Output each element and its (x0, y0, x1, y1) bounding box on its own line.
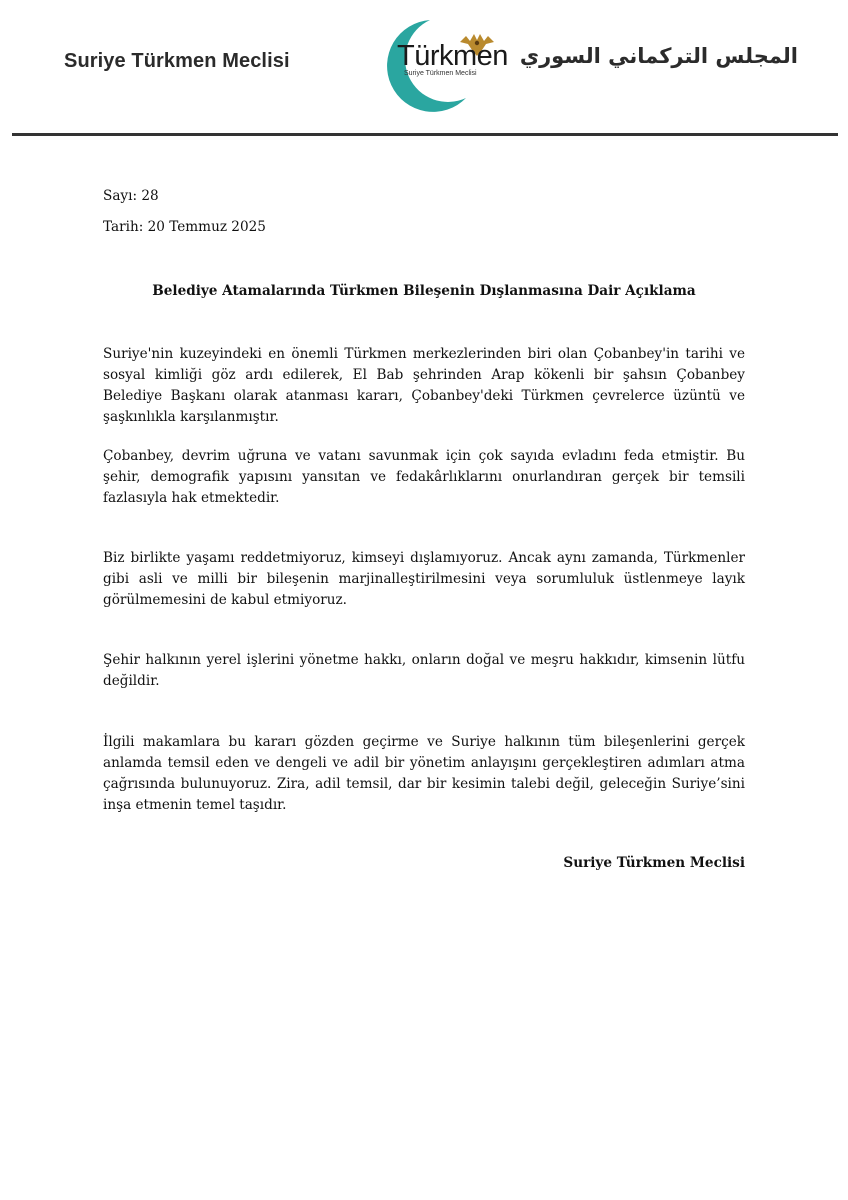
header-divider (12, 133, 838, 136)
paragraph-5: İlgili makamlara bu kararı gözden geçirme ve Suriye halkının tüm bileşenlerini gerçek anlamda temsil eden ve dengeli ve adil bir yönetim anlayışını gerçekleştiren adımları atma çağrısında bulunuyoruz. Zira, adil temsil, dar bir kesimin talebi değil, geleceğin Suriye’sini inşa etmenin temel taşıdır. (103, 734, 745, 813)
paragraph-2: Çobanbey, devrim uğruna ve vatanı savunmak için çok sayıda evladını feda etmiştir. Bu şehir, demografik yapısını yansıtan ve fedakârlıklarını onurlandıran gerçek bir temsili fazlasıyla hak etmektedir. (103, 448, 745, 506)
paragraph-3: Biz birlikte yaşamı reddetmiyoruz, kimseyi dışlamıyoruz. Ancak aynı zamanda, Türkmenler gibi asli ve milli bir bileşenin marjinalleştirilmesini veya sorumluluk üstlenmeye layık görülmemesini de kabul etmiyoruz. (103, 550, 745, 608)
letterhead (0, 0, 848, 136)
document-number: Sayı: 28 (103, 188, 159, 204)
paragraph-4: Şehir halkının yerel işlerini yönetme hakkı, onların doğal ve meşru hakkıdır, kimsenin lütfu değildir. (103, 652, 745, 689)
paragraph-1: Suriye'nin kuzeyindeki en önemli Türkmen merkezlerinden biri olan Çobanbey'in tarihi ve sosyal kimliği göz ardı edilerek, El Bab şehrinden Arap kökenli bir şahsın Çobanbey Belediye Başkanı olarak atanması kararı, Çobanbey'deki Türkmen çevrelerce üzüntü ve şaşkınlıkla karşılanmıştır. (103, 346, 745, 425)
document-date: Tarih: 20 Temmuz 2025 (103, 219, 266, 235)
org-name-arabic: المجلس التركماني السوري (519, 44, 798, 68)
org-name-turkish: Suriye Türkmen Meclisi (64, 50, 290, 72)
document-title: Belediye Atamalarında Türkmen Bileşenin Dışlanmasına Dair Açıklama (152, 283, 696, 299)
signature: Suriye Türkmen Meclisi (563, 855, 745, 871)
logo-subtitle: Suriye Türkmen Meclisi (404, 70, 477, 77)
logo-wordmark: Türkmen (397, 40, 508, 72)
